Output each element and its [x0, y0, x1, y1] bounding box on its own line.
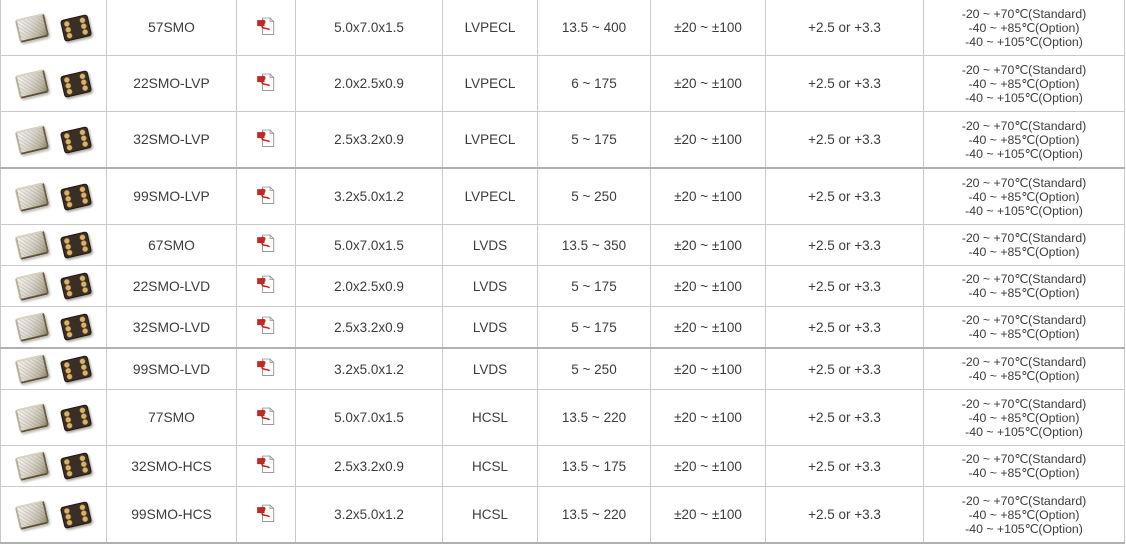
part-number-cell	[107, 168, 237, 225]
table-row	[1, 390, 1125, 446]
stability-cell	[651, 266, 766, 307]
product-images-cell	[1, 446, 107, 487]
temp-range-line: -40 ~ +85℃(Option)	[968, 466, 1080, 480]
output-type-value: HCSL	[471, 410, 508, 425]
oscillator-chip-bottom-view-image	[60, 272, 92, 300]
pdf-cell	[237, 307, 296, 349]
size-value: 2.0x2.5x0.9	[334, 278, 404, 294]
stability-value: ±20 ~ ±100	[674, 132, 742, 147]
pdf-file-icon[interactable]	[256, 234, 276, 253]
voltage-value: +2.5 or +3.3	[808, 76, 881, 91]
pdf-cell	[237, 225, 296, 266]
oscillator-chip-bottom-view-image	[60, 404, 92, 432]
oscillator-chip-top-view-image	[15, 181, 50, 211]
pdf-cell	[237, 112, 296, 169]
temp-range-line: -40 ~ +85℃(Option)	[968, 410, 1080, 425]
output-type-cell	[443, 446, 538, 487]
temp-range-cell	[924, 446, 1125, 487]
stability-cell	[651, 56, 766, 112]
product-images-cell	[1, 307, 107, 349]
pdf-cell	[237, 56, 296, 112]
part-number-cell	[107, 266, 237, 307]
size-value: 5.0x7.0x1.5	[334, 410, 404, 425]
product-photo-pair	[4, 503, 103, 527]
product-photo-pair	[4, 315, 103, 339]
frequency-range-cell	[538, 446, 651, 487]
part-number: 32SMO-HCS	[131, 458, 212, 474]
temp-range-cell	[924, 225, 1125, 266]
part-number: 22SMO-LVP	[133, 76, 210, 91]
temp-range-line: -40 ~ +85℃(Option)	[968, 76, 1080, 91]
output-type-cell	[443, 390, 538, 446]
part-number-cell	[107, 112, 237, 169]
part-number: 32SMO-LVP	[133, 132, 210, 147]
table-row	[1, 266, 1125, 307]
part-number: 32SMO-LVD	[132, 319, 211, 335]
frequency-range-value: 13.5 ~ 400	[561, 20, 627, 35]
output-type-value: HCSL	[471, 507, 508, 522]
pdf-file-icon[interactable]	[256, 186, 276, 205]
pdf-file-icon[interactable]	[256, 358, 276, 377]
size-value: 5.0x7.0x1.5	[334, 20, 404, 35]
pdf-file-icon[interactable]	[256, 17, 276, 36]
temp-range-cell	[924, 0, 1125, 56]
temp-range-line: -40 ~ +105℃(Option)	[965, 203, 1083, 218]
pdf-cell	[237, 348, 296, 390]
frequency-range-value: 5 ~ 175	[571, 278, 617, 294]
oscillator-chip-top-view-image	[15, 312, 50, 342]
oscillator-chip-bottom-view-image	[60, 183, 92, 211]
table-row	[1, 112, 1125, 169]
voltage-value: +2.5 or +3.3	[808, 507, 881, 522]
size-value: 3.2x5.0x1.2	[334, 507, 404, 522]
frequency-range-value: 13.5 ~ 220	[561, 410, 627, 425]
oscillator-chip-bottom-view-image	[60, 126, 92, 154]
voltage-cell	[766, 112, 924, 169]
stability-cell	[651, 307, 766, 349]
size-cell	[296, 348, 443, 390]
size-cell	[296, 446, 443, 487]
stability-cell	[651, 112, 766, 169]
output-type-value: LVPECL	[464, 132, 516, 147]
stability-value: ±20 ~ ±100	[674, 76, 742, 91]
output-type-cell	[443, 266, 538, 307]
part-number-cell	[107, 0, 237, 56]
size-cell	[296, 266, 443, 307]
product-images-cell	[1, 225, 107, 266]
voltage-cell	[766, 0, 924, 56]
output-type-cell	[443, 56, 538, 112]
part-number: 77SMO	[148, 410, 195, 425]
frequency-range-cell	[538, 266, 651, 307]
part-number-cell	[107, 390, 237, 446]
product-images-cell	[1, 168, 107, 225]
size-cell	[296, 112, 443, 169]
stability-value: ±20 ~ ±100	[674, 278, 742, 294]
product-images-cell	[1, 348, 107, 390]
oscillator-chip-bottom-view-image	[60, 501, 92, 529]
pdf-file-icon[interactable]	[256, 73, 276, 92]
stability-cell	[651, 225, 766, 266]
frequency-range-cell	[538, 56, 651, 112]
temp-range-line: -40 ~ +85℃(Option)	[968, 327, 1080, 341]
voltage-value: +2.5 or +3.3	[808, 189, 881, 204]
voltage-value: +2.5 or +3.3	[808, 237, 881, 253]
table-row	[1, 168, 1125, 225]
temp-range-line: -20 ~ +70℃(Standard)	[961, 62, 1087, 77]
stability-value: ±20 ~ ±100	[674, 189, 742, 204]
temp-range-cell	[924, 168, 1125, 225]
product-images-cell	[1, 0, 107, 56]
frequency-range-cell	[538, 390, 651, 446]
stability-cell	[651, 348, 766, 390]
pdf-cell	[237, 266, 296, 307]
table-row	[1, 348, 1125, 390]
stability-cell	[651, 168, 766, 225]
voltage-cell	[766, 390, 924, 446]
pdf-cell	[237, 446, 296, 487]
oscillator-chip-bottom-view-image	[60, 231, 92, 259]
size-value: 2.5x3.2x0.9	[334, 458, 404, 474]
frequency-range-cell	[538, 0, 651, 56]
oscillator-chip-top-view-image	[15, 354, 50, 384]
part-number: 67SMO	[148, 237, 195, 253]
size-cell	[296, 487, 443, 544]
frequency-range-cell	[538, 112, 651, 169]
product-photo-pair	[4, 233, 103, 257]
part-number: 99SMO-HCS	[131, 507, 212, 522]
output-type-value: HCSL	[471, 458, 508, 474]
voltage-value: +2.5 or +3.3	[808, 410, 881, 425]
pdf-file-icon[interactable]	[256, 316, 276, 335]
product-images-cell	[1, 487, 107, 544]
size-value: 2.5x3.2x0.9	[334, 132, 404, 147]
part-number-cell	[107, 225, 237, 266]
temp-range-cell	[924, 390, 1125, 446]
part-number-cell	[107, 56, 237, 112]
output-type-cell	[443, 112, 538, 169]
voltage-cell	[766, 225, 924, 266]
temp-range-line: -40 ~ +85℃(Option)	[968, 286, 1080, 300]
size-value: 3.2x5.0x1.2	[334, 361, 404, 377]
voltage-value: +2.5 or +3.3	[808, 458, 881, 474]
frequency-range-value: 5 ~ 175	[571, 319, 617, 335]
size-cell	[296, 390, 443, 446]
stability-cell	[651, 0, 766, 56]
output-type-cell	[443, 168, 538, 225]
output-type-cell	[443, 225, 538, 266]
pdf-file-icon[interactable]	[256, 407, 276, 426]
part-number: 22SMO-LVD	[132, 278, 211, 294]
size-cell	[296, 225, 443, 266]
pdf-cell	[237, 487, 296, 544]
table-row	[1, 487, 1125, 544]
table-row	[1, 307, 1125, 349]
part-number-cell	[107, 348, 237, 390]
frequency-range-cell	[538, 307, 651, 349]
oscillator-chip-top-view-image	[15, 124, 50, 154]
product-images-cell	[1, 390, 107, 446]
part-number: 99SMO-LVD	[132, 361, 211, 377]
table-row	[1, 0, 1125, 56]
temp-range-line: -20 ~ +70℃(Standard)	[961, 313, 1087, 327]
pdf-file-icon[interactable]	[256, 275, 276, 294]
output-type-cell	[443, 487, 538, 544]
part-number-cell	[107, 307, 237, 349]
size-cell	[296, 56, 443, 112]
temp-range-line: -20 ~ +70℃(Standard)	[961, 493, 1087, 508]
frequency-range-value: 6 ~ 175	[571, 76, 617, 91]
part-number: 57SMO	[148, 20, 195, 35]
pdf-cell	[237, 0, 296, 56]
stability-value: ±20 ~ ±100	[674, 237, 742, 253]
output-type-value: LVDS	[472, 319, 508, 335]
output-type-value: LVPECL	[464, 189, 516, 204]
stability-value: ±20 ~ ±100	[674, 507, 742, 522]
part-number-cell	[107, 487, 237, 544]
temp-range-cell	[924, 307, 1125, 349]
voltage-cell	[766, 266, 924, 307]
product-photo-pair	[4, 274, 103, 298]
temp-range-line: -40 ~ +105℃(Option)	[965, 90, 1083, 105]
output-type-cell	[443, 307, 538, 349]
temp-range-line: -40 ~ +85℃(Option)	[968, 189, 1080, 204]
temp-range-line: -40 ~ +105℃(Option)	[965, 146, 1083, 161]
temp-range-line: -20 ~ +70℃(Standard)	[961, 118, 1087, 133]
size-cell	[296, 168, 443, 225]
oscillator-chip-top-view-image	[15, 451, 50, 481]
voltage-cell	[766, 168, 924, 225]
temp-range-line: -40 ~ +105℃(Option)	[965, 34, 1083, 49]
voltage-value: +2.5 or +3.3	[808, 20, 881, 35]
temp-range-line: -20 ~ +70℃(Standard)	[961, 231, 1087, 245]
voltage-value: +2.5 or +3.3	[808, 319, 881, 335]
size-value: 3.2x5.0x1.2	[334, 189, 404, 204]
temp-range-line: -40 ~ +85℃(Option)	[968, 245, 1080, 259]
oscillator-chip-bottom-view-image	[60, 313, 92, 341]
voltage-value: +2.5 or +3.3	[808, 278, 881, 294]
frequency-range-cell	[538, 487, 651, 544]
pdf-cell	[237, 390, 296, 446]
voltage-cell	[766, 487, 924, 544]
oscillator-chip-top-view-image	[15, 499, 50, 529]
size-value: 2.5x3.2x0.9	[334, 319, 404, 335]
temp-range-line: -20 ~ +70℃(Standard)	[961, 175, 1087, 190]
temp-range-line: -20 ~ +70℃(Standard)	[961, 355, 1087, 369]
oscillator-chip-top-view-image	[15, 271, 50, 301]
oscillator-chip-bottom-view-image	[60, 14, 92, 42]
product-photo-pair	[4, 357, 103, 381]
product-images-cell	[1, 56, 107, 112]
frequency-range-cell	[538, 225, 651, 266]
output-type-value: LVDS	[472, 237, 508, 253]
frequency-range-value: 5 ~ 250	[571, 189, 617, 204]
table-row	[1, 446, 1125, 487]
voltage-cell	[766, 56, 924, 112]
pdf-cell	[237, 168, 296, 225]
temp-range-line: -20 ~ +70℃(Standard)	[961, 396, 1087, 411]
size-value: 2.0x2.5x0.9	[334, 76, 404, 91]
product-images-cell	[1, 266, 107, 307]
product-photo-pair	[4, 72, 103, 96]
frequency-range-value: 13.5 ~ 175	[561, 458, 627, 474]
temp-range-cell	[924, 112, 1125, 169]
output-type-value: LVPECL	[464, 20, 516, 35]
temp-range-line: -20 ~ +70℃(Standard)	[961, 452, 1087, 466]
oscillator-chip-bottom-view-image	[60, 70, 92, 98]
size-cell	[296, 307, 443, 349]
oscillator-chip-bottom-view-image	[60, 355, 92, 383]
oscillator-chip-top-view-image	[15, 12, 50, 42]
output-type-value: LVPECL	[464, 76, 516, 91]
temp-range-line: -40 ~ +85℃(Option)	[968, 507, 1080, 522]
oscillator-chip-top-view-image	[15, 230, 50, 260]
table-row	[1, 56, 1125, 112]
part-number-cell	[107, 446, 237, 487]
temp-range-line: -20 ~ +70℃(Standard)	[961, 6, 1087, 21]
product-photo-pair	[4, 406, 103, 430]
part-number: 99SMO-LVP	[133, 189, 210, 204]
output-type-cell	[443, 348, 538, 390]
voltage-cell	[766, 446, 924, 487]
voltage-cell	[766, 348, 924, 390]
temp-range-line: -40 ~ +85℃(Option)	[968, 369, 1080, 383]
stability-value: ±20 ~ ±100	[674, 458, 742, 474]
temp-range-cell	[924, 56, 1125, 112]
product-table-body	[1, 0, 1125, 543]
pdf-file-icon[interactable]	[256, 504, 276, 523]
product-photo-pair	[4, 128, 103, 152]
oscillator-chip-top-view-image	[15, 68, 50, 98]
frequency-range-value: 13.5 ~ 350	[561, 237, 627, 253]
table-row	[1, 225, 1125, 266]
product-photo-pair	[4, 185, 103, 209]
size-value: 5.0x7.0x1.5	[334, 237, 404, 253]
stability-cell	[651, 487, 766, 544]
stability-value: ±20 ~ ±100	[674, 410, 742, 425]
pdf-file-icon[interactable]	[256, 455, 276, 474]
stability-cell	[651, 390, 766, 446]
stability-value: ±20 ~ ±100	[674, 20, 742, 35]
product-photo-pair	[4, 454, 103, 478]
product-images-cell	[1, 112, 107, 169]
output-type-value: LVDS	[472, 361, 508, 377]
temp-range-line: -40 ~ +105℃(Option)	[965, 521, 1083, 536]
voltage-value: +2.5 or +3.3	[808, 132, 881, 147]
stability-value: ±20 ~ ±100	[674, 319, 742, 335]
temp-range-cell	[924, 348, 1125, 390]
temp-range-cell	[924, 266, 1125, 307]
output-type-value: LVDS	[472, 278, 508, 294]
oscillator-chip-top-view-image	[15, 402, 50, 432]
frequency-range-value: 5 ~ 250	[571, 361, 617, 377]
temp-range-line: -40 ~ +85℃(Option)	[968, 20, 1080, 35]
stability-value: ±20 ~ ±100	[674, 361, 742, 377]
frequency-range-cell	[538, 348, 651, 390]
temp-range-line: -40 ~ +105℃(Option)	[965, 424, 1083, 439]
temp-range-line: -40 ~ +85℃(Option)	[968, 132, 1080, 147]
voltage-cell	[766, 307, 924, 349]
frequency-range-cell	[538, 168, 651, 225]
product-photo-pair	[4, 16, 103, 40]
frequency-range-value: 5 ~ 175	[571, 132, 617, 147]
stability-cell	[651, 446, 766, 487]
temp-range-cell	[924, 487, 1125, 544]
pdf-file-icon[interactable]	[256, 129, 276, 148]
output-type-cell	[443, 0, 538, 56]
temp-range-line: -20 ~ +70℃(Standard)	[961, 272, 1087, 286]
voltage-value: +2.5 or +3.3	[808, 361, 881, 377]
oscillator-chip-bottom-view-image	[60, 452, 92, 480]
size-cell	[296, 0, 443, 56]
frequency-range-value: 13.5 ~ 220	[561, 507, 627, 522]
